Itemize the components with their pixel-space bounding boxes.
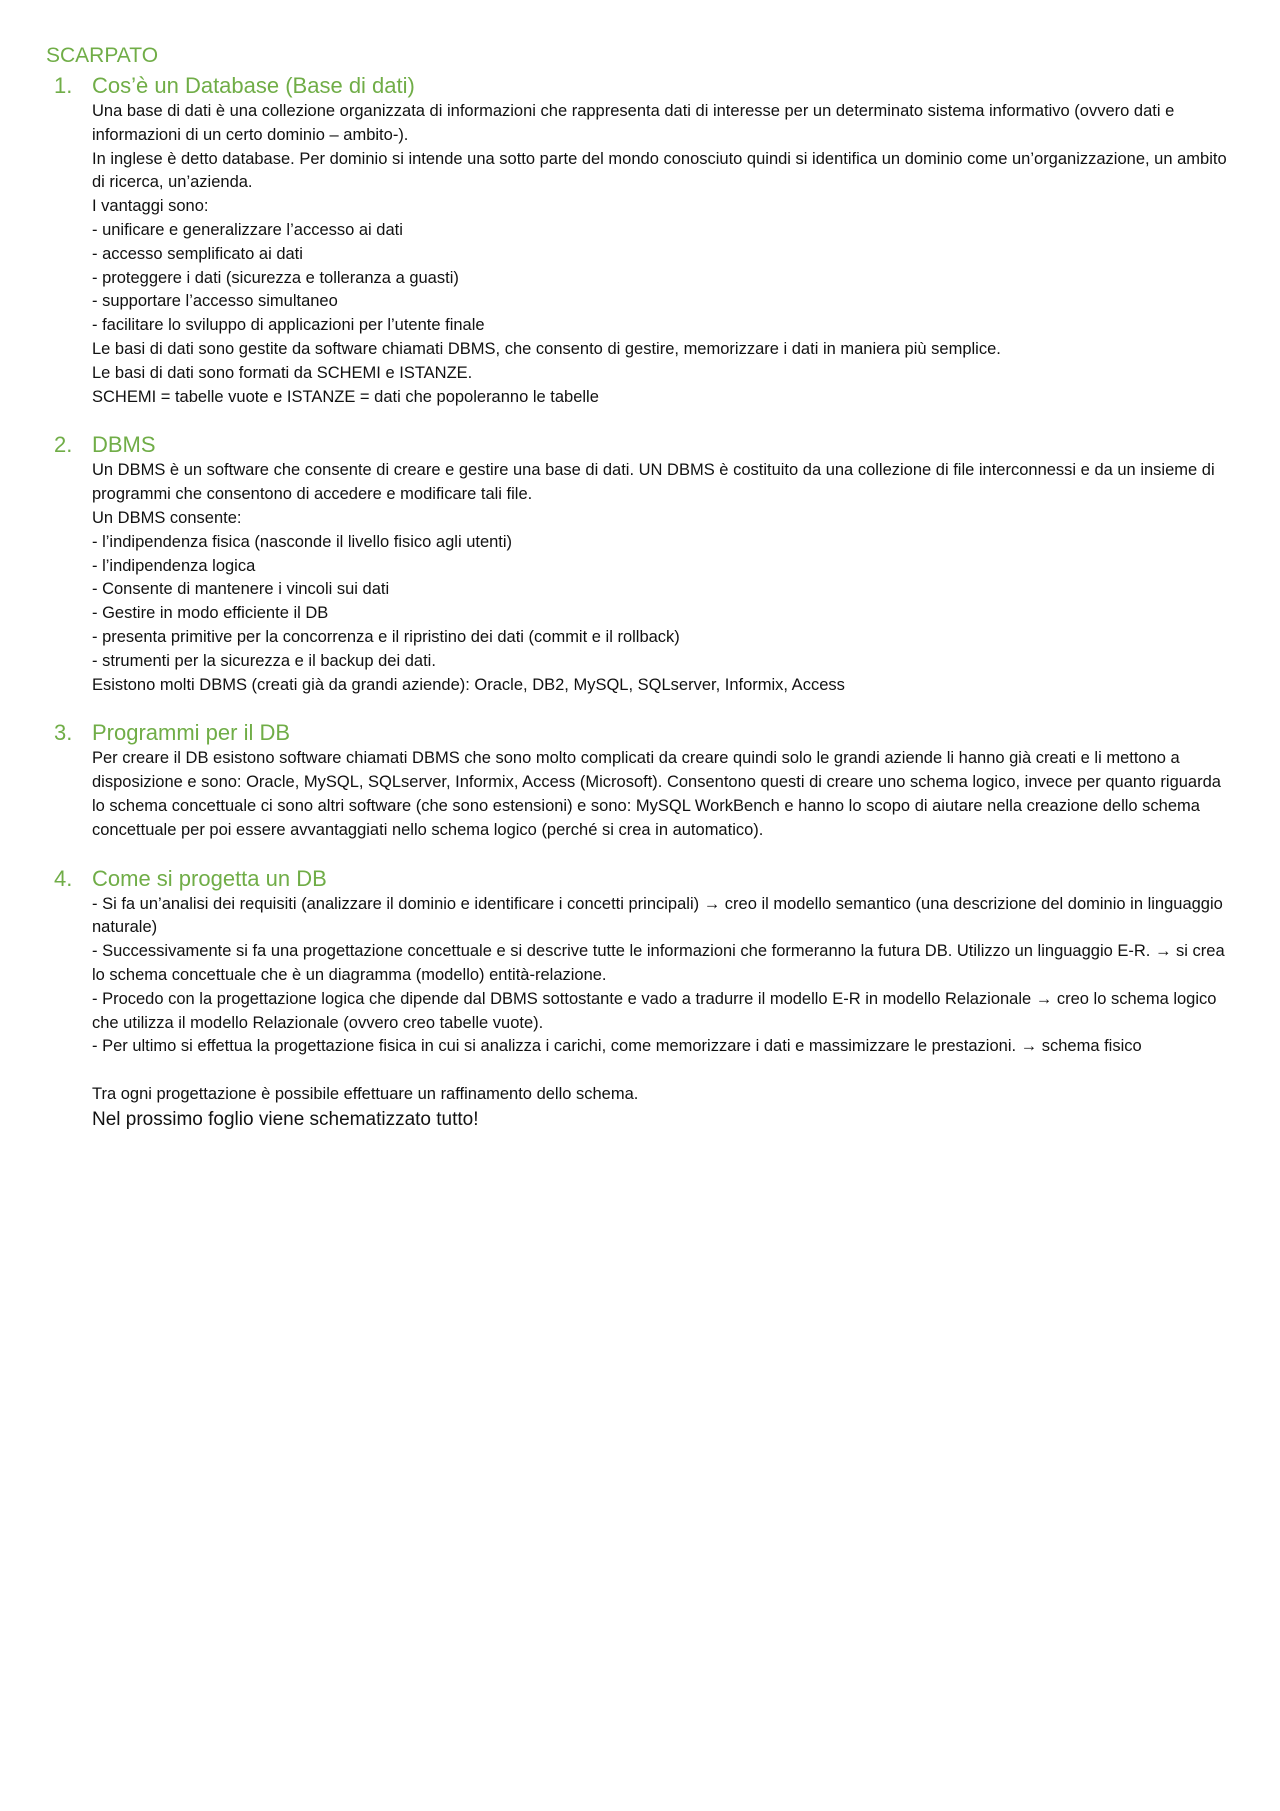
section-heading [46,865,1232,893]
paragraph: Esistono molti DBMS (creati già da grandi aziende): Oracle, DB2, MySQL, SQLserver, Informix, Access [92,675,845,694]
section-4 [46,865,1232,1133]
section-number: 4. [54,865,73,891]
list-item: - Procedo con la progettazione logica che dipende dal DBMS sottostante e vado a tradurre il modello E-R in modello Relazionale → creo lo schema logico che utilizza il modello Relazionale (ovvero creo tabelle vuote). [92,989,1217,1032]
section-title: DBMS [92,432,156,458]
list-item: - Gestire in modo efficiente il DB [92,604,329,623]
paragraph: Un DBMS è un software che consente di creare e gestire una base di dati. UN DBMS è costituito da una collezione di file interconnessi e da un insieme di programmi che consentono di accedere e modificare tali file. [92,461,1215,504]
section-heading [46,72,1232,100]
paragraph: Per creare il DB esistono software chiamati DBMS che sono molto complicati da creare quindi solo le grandi aziende li hanno già creati e li mettono a disposizione e sono: Oracle, MySQL, SQLserver, Informix, Access (Microsoft). Consentono questi di creare uno schema logico, invece per quanto riguarda lo schema concettuale ci sono altri software (che sono estensioni) e sono: MySQL WorkBench e hanno lo scopo di aiutare nella creazione dello schema concettuale per poi essere avvantaggiati nello schema logico (perché si crea in automatico). [92,749,1221,839]
section-number: 1. [54,73,73,98]
list-item: - strumenti per la sicurezza e il backup dei dati. [92,651,436,670]
section-number: 3. [54,720,73,746]
section-title: Come si progetta un DB [92,865,327,891]
section-number: 2. [54,432,73,458]
list-item: - Successivamente si fa una progettazione concettuale e si descrive tutte le informazioni che formeranno la futura DB. Utilizzo un linguaggio E-R. → si crea lo schema concettuale che è un diagramma (modello) entità-relazione. [92,942,1225,984]
section-heading [46,431,1232,459]
list-item: - presenta primitive per la concorrenza e il ripristino dei dati (commit e il rollback) [92,627,680,646]
section-body [92,100,1232,409]
section-body [92,747,1232,842]
section-1 [46,72,1232,409]
section-2 [46,431,1232,697]
list-item: - Per ultimo si effettua la progettazione fisica in cui si analizza i carichi, come memorizzare i dati e massimizzare le prestazioni. → schema fisico [92,1037,1142,1056]
paragraph: Le basi di dati sono formati da SCHEMI e ISTANZE. [92,363,473,382]
paragraph: Una base di dati è una collezione organizzata di informazioni che rappresenta dati di interesse per un determinato sistema informativo (ovvero dati e informazioni di un certo dominio – ambito-). [92,102,1175,144]
paragraph: In inglese è detto database. Per dominio si intende una sotto parte del mondo conosciuto quindi si identifica un dominio come un’organizzazione, un ambito di ricerca, un’azienda. [92,149,1227,192]
paragraph: Tra ogni progettazione è possibile effettuare un raffinamento dello schema. [92,1085,639,1104]
list-item: - facilitare lo sviluppo di applicazioni per l’utente finale [92,316,485,335]
list-item: - Si fa un’analisi dei requisiti (analizzare il dominio e identificare i concetti principali) → creo il modello semantico (una descrizione del dominio in linguaggio naturale) [92,894,1223,937]
list-item: - Consente di mantenere i vincoli sui dati [92,580,390,599]
section-3 [46,719,1232,842]
list-item: - accesso semplificato ai dati [92,244,303,263]
section-title: Programmi per il DB [92,720,291,746]
paragraph: Un DBMS consente: [92,508,242,527]
list-item: - l’indipendenza logica [92,556,256,575]
list-item: - unificare e generalizzare l’accesso ai dati [92,220,403,239]
section-body [92,893,1232,1133]
list-item: - supportare l’accesso simultaneo [92,292,338,311]
paragraph: Nel prossimo foglio viene schematizzato tutto! [92,1108,479,1130]
section-title: Cos’è un Database (Base di dati) [92,73,415,98]
section-body [92,459,1232,697]
list-item: - l’indipendenza fisica (nasconde il livello fisico agli utenti) [92,532,513,551]
section-heading [46,719,1232,747]
paragraph: I vantaggi sono: [92,197,209,216]
document-title: SCARPATO [46,44,159,67]
paragraph: SCHEMI = tabelle vuote e ISTANZE = dati che popoleranno le tabelle [92,387,599,406]
paragraph: Le basi di dati sono gestite da software chiamati DBMS, che consento di gestire, memorizzare i dati in maniera più semplice. [92,339,1001,358]
list-item: - proteggere i dati (sicurezza e tolleranza a guasti) [92,268,459,287]
